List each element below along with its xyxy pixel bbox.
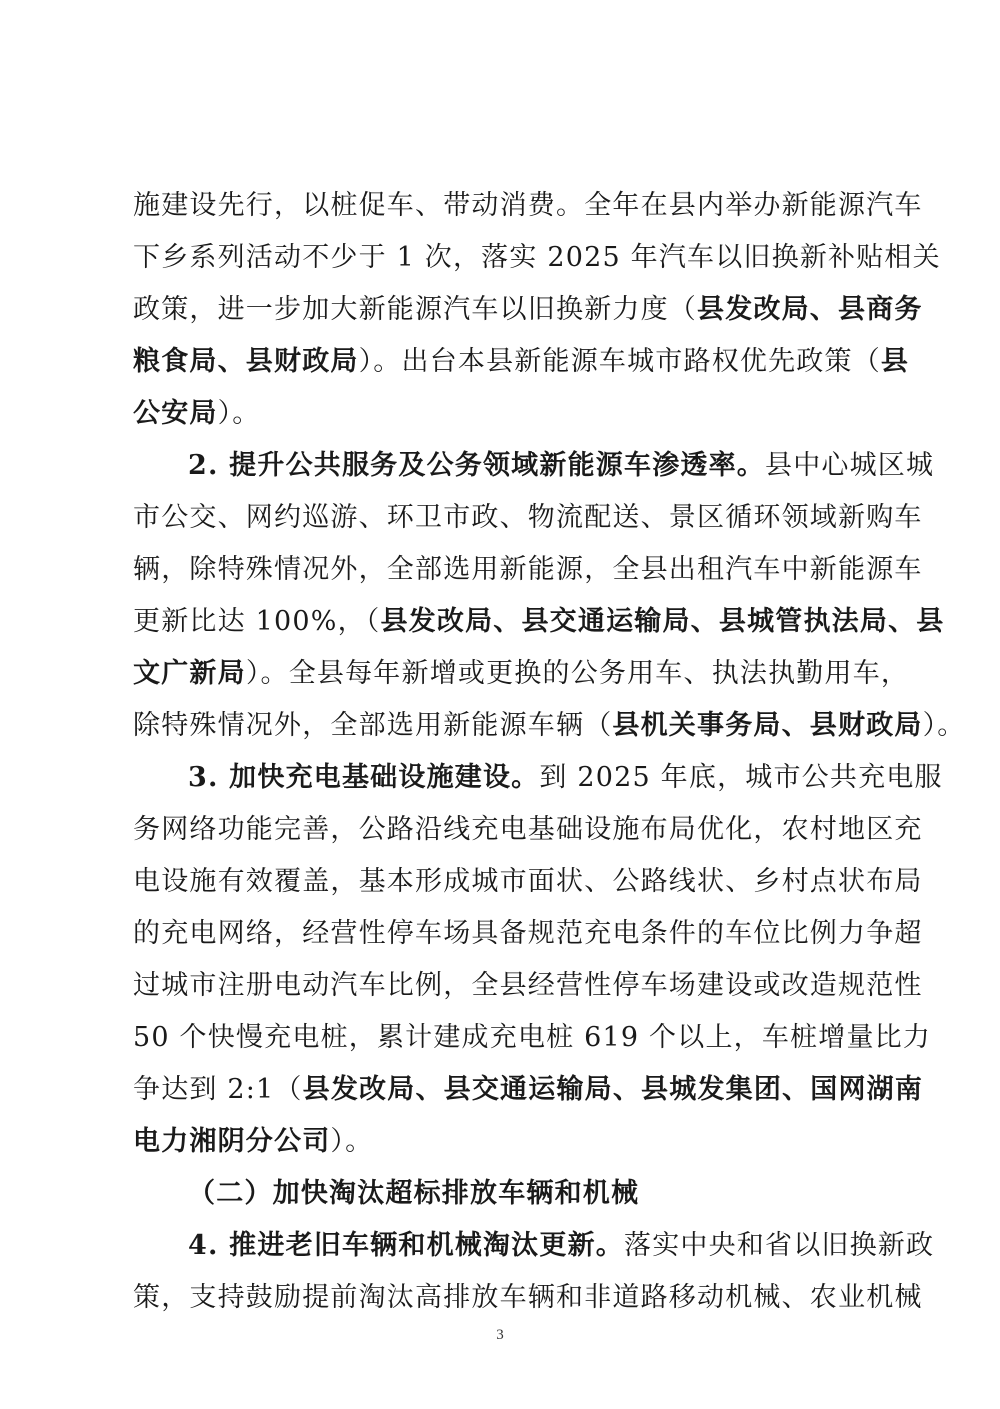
p3-line-1 xyxy=(188,760,943,796)
p2-line-4 xyxy=(133,604,945,640)
text-span: 策，支持鼓励提前淘汰高排放车辆和非道路移动机械、农业机械 xyxy=(133,1282,923,1313)
text-span: 电设施有效覆盖，基本形成城市面状、公路线状、乡村点状布局 xyxy=(133,866,923,897)
text-span: ）。 xyxy=(217,398,261,429)
item-heading: 2. 提升公共服务及公务领域新能源车渗透率。 xyxy=(188,450,765,481)
p1-line-2 xyxy=(133,240,941,276)
p1-line-1 xyxy=(133,188,923,224)
p3-line-5 xyxy=(133,968,923,1004)
text-span: 过城市注册电动汽车比例，全县经营性停车场建设或改造规范性 xyxy=(133,970,923,1001)
p1-line-3 xyxy=(133,292,923,328)
p3-line-7 xyxy=(133,1072,924,1108)
text-span: 政策，进一步加大新能源汽车以旧换新力度（ xyxy=(133,294,697,325)
p2-line-3 xyxy=(133,552,923,588)
text-span: 施建设先行，以桩促车、带动消费。全年在县内举办新能源汽车 xyxy=(133,190,923,221)
agency-text: 公安局 xyxy=(133,398,218,429)
p3-line-4 xyxy=(133,916,923,952)
text-span: ）。 xyxy=(330,1126,374,1157)
text-span: 到 2025 年底，城市公共充电服 xyxy=(539,762,943,793)
agency-text: 电力湘阴分公司 xyxy=(133,1126,331,1157)
p2-line-2 xyxy=(133,500,923,536)
p2-line-1 xyxy=(188,448,935,484)
p1-line-4 xyxy=(133,344,910,380)
text-span: 市公交、网约巡游、环卫市政、物流配送、景区循环领域新购车 xyxy=(133,502,923,533)
text-span: 更新比达 100%，（ xyxy=(133,606,381,637)
text-span: 县中心城区城 xyxy=(765,450,935,481)
p2-line-6 xyxy=(133,708,966,744)
section-heading-text: （二）加快淘汰超标排放车辆和机械 xyxy=(188,1178,640,1209)
text-span: 务网络功能完善，公路沿线充电基础设施布局优化，农村地区充 xyxy=(133,814,923,845)
p1-line-5 xyxy=(133,396,873,432)
text-span: 争达到 2:1（ xyxy=(133,1074,303,1105)
item-heading: 3. 加快充电基础设施建设。 xyxy=(188,762,540,793)
agency-text: 县发改局、县交通运输局、县城发集团、国网湖南 xyxy=(302,1074,924,1105)
agency-text: 县机关事务局、县财政局 xyxy=(612,710,923,741)
item-heading: 4. 推进老旧车辆和机械淘汰更新。 xyxy=(188,1230,624,1261)
text-span: 落实中央和省以旧换新政 xyxy=(624,1230,935,1261)
text-span: ）。出台本县新能源车城市路权优先政策（ xyxy=(358,346,881,377)
p3-line-8 xyxy=(133,1124,873,1160)
p4-line-1 xyxy=(188,1228,935,1264)
agency-text: 文广新局 xyxy=(133,658,246,689)
agency-text: 县发改局、县交通运输局、县城管执法局、县 xyxy=(380,606,945,637)
text-span: ）。全县每年新增或更换的公务用车、执法执勤用车， xyxy=(245,658,910,689)
agency-text: 县发改局、县商务 xyxy=(697,294,923,325)
p3-line-6 xyxy=(133,1020,932,1056)
p3-line-2 xyxy=(133,812,923,848)
text-span: ）。 xyxy=(922,710,966,741)
section-heading-2 xyxy=(188,1176,873,1212)
text-span: 除特殊情况外，全部选用新能源车辆（ xyxy=(133,710,613,741)
text-span: 辆，除特殊情况外，全部选用新能源，全县出租汽车中新能源车 xyxy=(133,554,923,585)
text-span: 50 个快慢充电桩，累计建成充电桩 619 个以上，车桩增量比力 xyxy=(133,1022,932,1053)
text-span: 下乡系列活动不少于 1 次，落实 2025 年汽车以旧换新补贴相关 xyxy=(133,242,941,273)
p3-line-3 xyxy=(133,864,923,900)
text-span: 的充电网络，经营性停车场具备规范充电条件的车位比例力争超 xyxy=(133,918,923,949)
p4-line-2 xyxy=(133,1280,923,1316)
p2-line-5 xyxy=(133,656,910,692)
page-number: 3 xyxy=(496,1327,504,1343)
agency-text: 粮食局、县财政局 xyxy=(133,346,359,377)
agency-text: 县 xyxy=(880,346,910,377)
